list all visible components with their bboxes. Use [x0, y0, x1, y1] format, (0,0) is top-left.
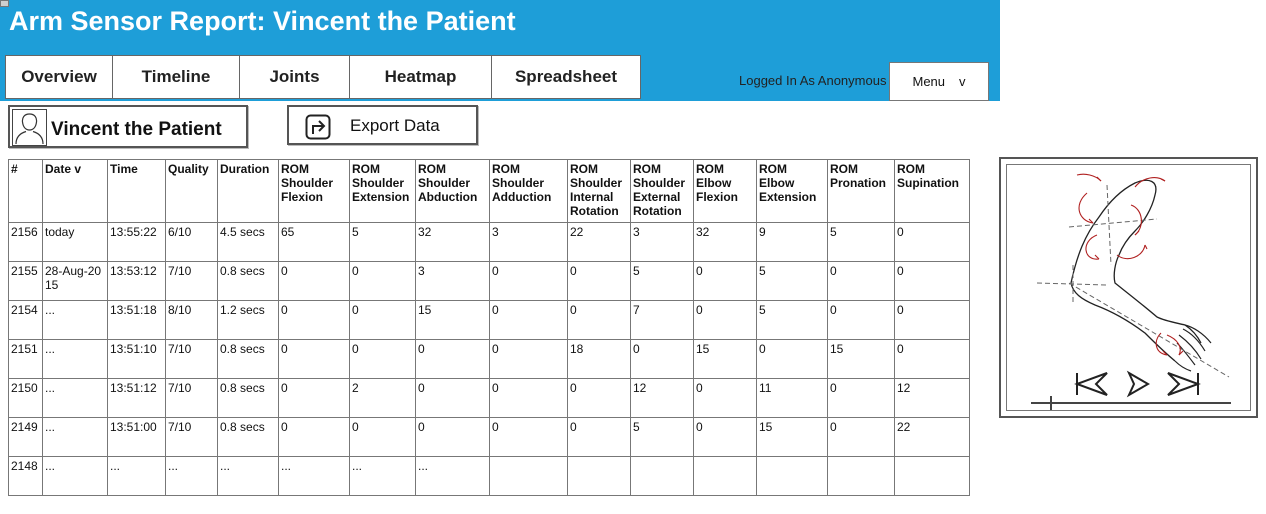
table-cell: 11: [757, 379, 828, 418]
table-cell: 0: [416, 418, 490, 457]
export-data-button[interactable]: [287, 105, 478, 145]
table-cell: 0: [895, 340, 970, 379]
table-cell: today: [43, 223, 108, 262]
table-cell: ...: [350, 457, 416, 496]
table-row: [9, 340, 970, 379]
table-cell: [694, 457, 757, 496]
table-cell: [895, 457, 970, 496]
table-cell: 0: [895, 223, 970, 262]
table-cell: 22: [568, 223, 631, 262]
tab-spreadsheet[interactable]: Spreadsheet: [491, 55, 641, 99]
arm-viewer-panel: [999, 157, 1258, 418]
table-cell: 18: [568, 340, 631, 379]
menu-button[interactable]: [889, 62, 989, 101]
table-cell: 2: [350, 379, 416, 418]
table-cell: 2155: [9, 262, 43, 301]
table-cell: 15: [694, 340, 757, 379]
column-header-elbow-extension: ROM Elbow Extension: [757, 160, 828, 223]
table-cell: 32: [694, 223, 757, 262]
patient-card: [8, 105, 248, 148]
table-cell: 12: [631, 379, 694, 418]
table-cell: 0: [279, 379, 350, 418]
column-header-shoulder-adduction: ROM Shoulder Adduction: [490, 160, 568, 223]
table-cell: 13:53:12: [108, 262, 166, 301]
timeline-scrubber-icon[interactable]: [1031, 395, 1231, 411]
tab-joints[interactable]: Joints: [239, 55, 350, 99]
table-cell: 13:51:12: [108, 379, 166, 418]
menu-label: Menu: [912, 74, 946, 89]
table-cell: 2148: [9, 457, 43, 496]
table-cell: 0: [490, 301, 568, 340]
tab-heatmap[interactable]: Heatmap: [349, 55, 492, 99]
table-cell: 7/10: [166, 418, 218, 457]
table-cell: 22: [895, 418, 970, 457]
column-header-shoulder-extension: ROM Shoulder Extension: [350, 160, 416, 223]
tab-timeline[interactable]: Timeline: [112, 55, 240, 99]
table-cell: 65: [279, 223, 350, 262]
table-cell: 0: [568, 301, 631, 340]
table-cell: 2151: [9, 340, 43, 379]
table-cell: 0: [828, 301, 895, 340]
column-header-duration: Duration: [218, 160, 279, 223]
table-cell: 3: [490, 223, 568, 262]
window-corner-icon: [0, 0, 9, 7]
table-cell: ...: [416, 457, 490, 496]
table-cell: 0: [895, 301, 970, 340]
table-cell: 0.8 secs: [218, 262, 279, 301]
export-arrow-icon: [305, 114, 331, 140]
app-header: [0, 0, 1000, 101]
table-cell: 2149: [9, 418, 43, 457]
table-cell: 7/10: [166, 379, 218, 418]
table-cell: 0: [279, 301, 350, 340]
table-cell: 0: [279, 262, 350, 301]
table-cell: 0: [416, 379, 490, 418]
table-cell: 0: [568, 379, 631, 418]
arm-viewer-frame: [1006, 164, 1251, 411]
skip-back-icon[interactable]: [1074, 370, 1110, 398]
sensor-data-table: [8, 159, 970, 496]
table-cell: 13:51:10: [108, 340, 166, 379]
table-cell: 0: [490, 262, 568, 301]
table-cell: 12: [895, 379, 970, 418]
table-cell: [490, 457, 568, 496]
chevron-down-icon: v: [959, 74, 966, 89]
table-cell: 6/10: [166, 223, 218, 262]
person-silhouette-icon: [12, 109, 47, 146]
table-cell: 0.8 secs: [218, 379, 279, 418]
table-cell: 0: [279, 418, 350, 457]
table-cell: ...: [43, 457, 108, 496]
table-cell: 0: [416, 340, 490, 379]
table-cell: 2156: [9, 223, 43, 262]
play-icon[interactable]: [1124, 370, 1152, 398]
table-row: [9, 301, 970, 340]
table-cell: 2154: [9, 301, 43, 340]
tab-overview[interactable]: Overview: [5, 55, 113, 99]
table-cell: 13:51:00: [108, 418, 166, 457]
column-header-shoulder-internal-rotation: ROM Shoulder Internal Rotation: [568, 160, 631, 223]
table-row: [9, 457, 970, 496]
table-cell: 1.2 secs: [218, 301, 279, 340]
table-cell: 0: [694, 301, 757, 340]
table-cell: 5: [631, 418, 694, 457]
table-cell: 5: [350, 223, 416, 262]
table-cell: ...: [43, 418, 108, 457]
table-cell: [757, 457, 828, 496]
table-cell: 5: [757, 262, 828, 301]
table-cell: 32: [416, 223, 490, 262]
table-cell: 0: [490, 340, 568, 379]
login-status: Logged In As Anonymous: [739, 73, 887, 88]
table-row: [9, 262, 970, 301]
table-cell: ...: [279, 457, 350, 496]
column-header-time: Time: [108, 160, 166, 223]
table-cell: 0: [568, 418, 631, 457]
table-cell: 0.8 secs: [218, 340, 279, 379]
table-cell: 0: [568, 262, 631, 301]
column-header-shoulder-flexion: ROM Shoulder Flexion: [279, 160, 350, 223]
table-cell: 9: [757, 223, 828, 262]
table-cell: 15: [416, 301, 490, 340]
skip-forward-icon[interactable]: [1165, 370, 1201, 398]
table-cell: 0: [828, 262, 895, 301]
table-cell: ...: [43, 301, 108, 340]
table-cell: ...: [166, 457, 218, 496]
table-cell: 0: [828, 379, 895, 418]
table-cell: 0: [490, 379, 568, 418]
table-cell: 0: [350, 340, 416, 379]
table-cell: 5: [757, 301, 828, 340]
table-cell: 0.8 secs: [218, 418, 279, 457]
table-cell: 7/10: [166, 262, 218, 301]
table-cell: 3: [416, 262, 490, 301]
table-cell: 0: [350, 301, 416, 340]
table-cell: 13:55:22: [108, 223, 166, 262]
table-cell: [568, 457, 631, 496]
table-cell: ...: [43, 379, 108, 418]
table-cell: 0: [694, 379, 757, 418]
table-cell: 0: [694, 262, 757, 301]
table-cell: 2150: [9, 379, 43, 418]
table-cell: 5: [631, 262, 694, 301]
table-header-row: [9, 160, 970, 223]
table-cell: 0: [757, 340, 828, 379]
table-row: [9, 418, 970, 457]
table-cell: 8/10: [166, 301, 218, 340]
table-cell: 0: [895, 262, 970, 301]
table-cell: 3: [631, 223, 694, 262]
column-header-quality: Quality: [166, 160, 218, 223]
page-title: Arm Sensor Report: Vincent the Patient: [9, 6, 516, 36]
column-header-number: #: [9, 160, 43, 223]
table-cell: 15: [757, 418, 828, 457]
patient-name: Vincent the Patient: [51, 119, 222, 140]
table-cell: 15: [828, 340, 895, 379]
column-header-date[interactable]: Date v: [43, 160, 108, 223]
column-header-shoulder-abduction: ROM Shoulder Abduction: [416, 160, 490, 223]
table-row: [9, 379, 970, 418]
table-cell: 0: [490, 418, 568, 457]
column-header-shoulder-external-rotation: ROM Shoulder External Rotation: [631, 160, 694, 223]
export-data-label: Export Data: [350, 116, 440, 135]
table-cell: 0: [631, 340, 694, 379]
table-cell: 0: [350, 418, 416, 457]
table-cell: ...: [108, 457, 166, 496]
table-cell: 0: [694, 418, 757, 457]
table-cell: ...: [218, 457, 279, 496]
table-cell: 7: [631, 301, 694, 340]
table-cell: ...: [43, 340, 108, 379]
table-cell: 13:51:18: [108, 301, 166, 340]
table-row: [9, 223, 970, 262]
table-cell: 7/10: [166, 340, 218, 379]
table-cell: 0: [828, 418, 895, 457]
column-header-pronation: ROM Pronation: [828, 160, 895, 223]
table-cell: [828, 457, 895, 496]
table-cell: 5: [828, 223, 895, 262]
table-cell: [631, 457, 694, 496]
column-header-elbow-flexion: ROM Elbow Flexion: [694, 160, 757, 223]
table-cell: 28-Aug-2015: [43, 262, 108, 301]
table-cell: 0: [350, 262, 416, 301]
table-body: [9, 223, 970, 496]
table-cell: 4.5 secs: [218, 223, 279, 262]
table-cell: 0: [279, 340, 350, 379]
column-header-supination: ROM Supination: [895, 160, 970, 223]
